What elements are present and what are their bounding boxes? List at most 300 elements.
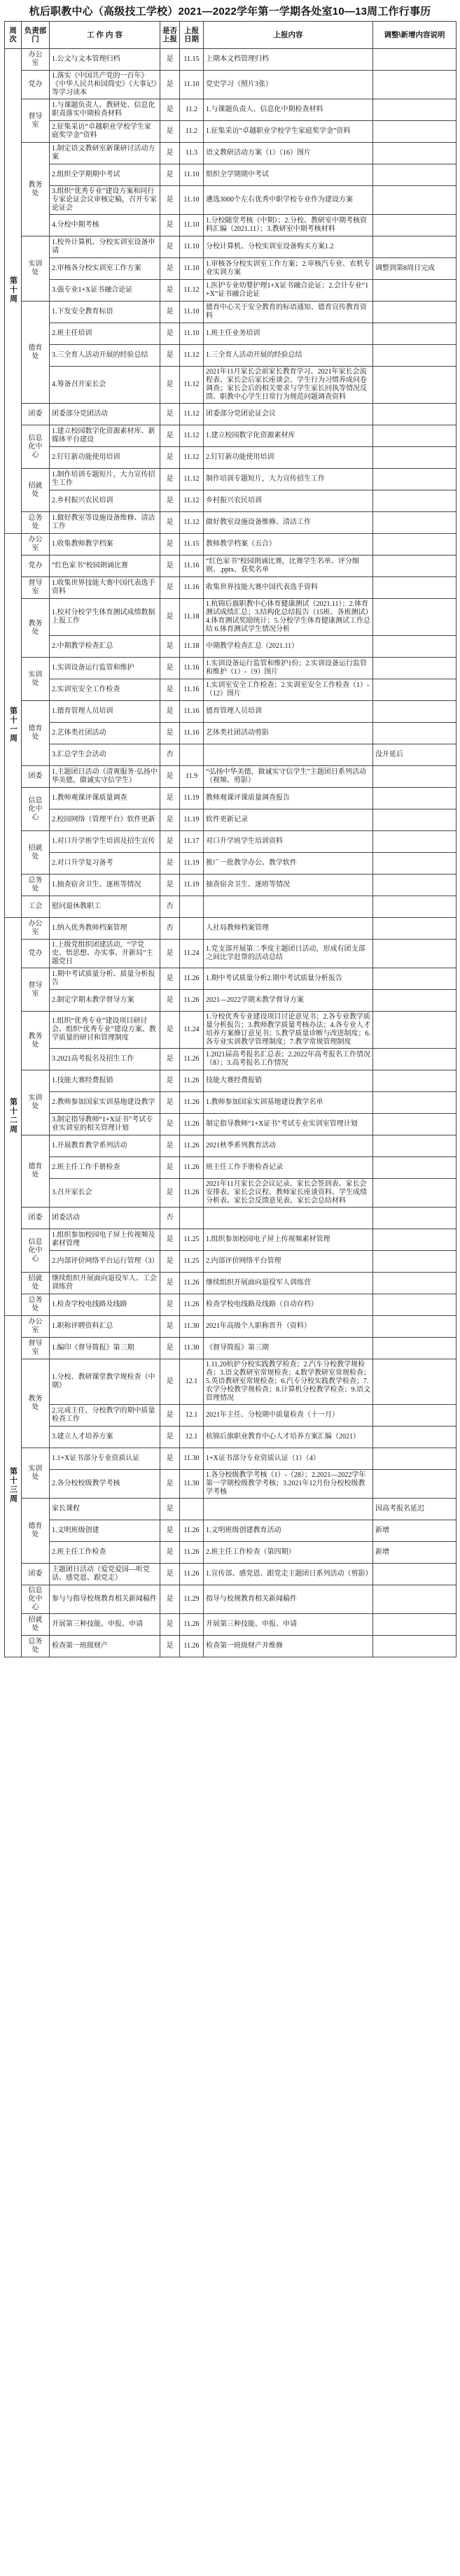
report-date-cell: 11.10 — [180, 323, 204, 345]
department-name: 督导室 — [28, 981, 43, 998]
department-cell — [22, 599, 50, 658]
task-cell: 2.艺体类社团活动 — [50, 723, 160, 744]
note-cell — [373, 577, 456, 599]
report-date-cell: 11.24 — [180, 1012, 204, 1049]
report-content-cell: 1.班主任业务培训 — [204, 323, 373, 345]
report-flag-cell: 是 — [160, 490, 180, 512]
note-cell — [373, 1135, 456, 1157]
department-name: 督导室 — [28, 579, 43, 595]
table-body — [5, 49, 456, 1657]
report-flag-cell: 是 — [160, 1448, 180, 1470]
note-cell — [373, 1427, 456, 1448]
note-cell: 因高考报名延迟 — [373, 1499, 456, 1520]
department-name: 实训处 — [28, 670, 43, 687]
task-cell: 2.审核各分校实训室工作方案 — [50, 258, 160, 280]
note-cell — [373, 918, 456, 940]
report-flag-cell: 是 — [160, 1049, 180, 1070]
report-date-cell: 11.16 — [180, 577, 204, 599]
note-cell — [373, 447, 456, 469]
report-content-cell: 1.分校优秀专业建设项目讨论意见书；2.各专业教学质量分析报告；3.教师教学质量考核办法；4.各专业人才培养方案修订意见书；5.教学质量诊断与改进制度；6.各专业实训教学管理制度；7.教学常规管理制度 — [204, 1012, 373, 1049]
task-cell: 1.收集教师教学档案 — [50, 534, 160, 555]
table-row — [5, 490, 456, 512]
task-cell: 家长课程 — [50, 1499, 160, 1520]
table-row — [5, 258, 456, 280]
department-cell — [22, 99, 50, 143]
report-flag-cell: 是 — [160, 831, 180, 853]
department-cell — [22, 534, 50, 555]
note-cell — [373, 1470, 456, 1499]
report-date-cell: 11.16 — [180, 701, 204, 723]
task-cell: 1.与课题负责人、教研处、信息化职责落实中期检查材料 — [50, 99, 160, 121]
department-name: 德育处 — [28, 1163, 43, 1179]
task-cell: 1.分校、教研课堂教学规检查（中期） — [50, 1359, 160, 1405]
report-content-cell: 1.建立校园数字化资源素材库 — [204, 425, 373, 447]
report-content-cell — [204, 744, 373, 766]
week-label-text: 第十二周 — [8, 1097, 18, 1134]
note-cell — [373, 49, 456, 71]
department-cell — [22, 1294, 50, 1316]
report-content-cell: 1.组织参加校园电子屏上传视频素材管理 — [204, 1229, 373, 1251]
note-cell — [373, 788, 456, 809]
week-label — [5, 1316, 22, 1657]
note-cell — [373, 636, 456, 658]
task-cell: 1.落实《中国共产党的一百年》《中华人民共和国简史》《大事记》等学习读本 — [50, 71, 160, 99]
task-cell: 继续组织开展面向退役军人、工会训练营 — [50, 1273, 160, 1294]
report-content-cell: 2021年11月家长会前家长教育学习、2021年家长会流程表、家长会后家长座谈会、学生行为习惯养成问卷调查；家长会后的相关要求与学生家长回执等情况反馈、职教中心学生日常行为规范问题调查资料 — [204, 367, 373, 404]
department-cell — [22, 896, 50, 918]
note-cell — [373, 367, 456, 404]
report-date-cell: 11.16 — [180, 723, 204, 744]
task-cell: 团委活动 — [50, 1208, 160, 1229]
table-row — [5, 1092, 456, 1114]
report-date-cell: 11.26 — [180, 1294, 204, 1316]
department-cell — [22, 236, 50, 302]
department-name: 信息化中心 — [28, 1238, 43, 1263]
table-header-row — [5, 22, 456, 49]
task-cell: 1.上级党组织团建活动，“学党史、悟思想、办实事、开新局”主题党日 — [50, 940, 160, 968]
task-cell: 2.班主任工作检查 — [50, 1542, 160, 1564]
table-row — [5, 186, 456, 215]
department-cell — [22, 1316, 50, 1338]
report-date-cell: 11.12 — [180, 345, 204, 367]
report-date-cell: 11.2 — [180, 121, 204, 143]
table-row — [5, 302, 456, 323]
task-cell: 2.班主任培训 — [50, 323, 160, 345]
note-cell — [373, 164, 456, 186]
department-name: 信息化中心 — [28, 434, 43, 459]
report-flag-cell: 是 — [160, 1273, 180, 1294]
report-date-cell: 11.26 — [180, 1157, 204, 1179]
department-cell — [22, 1273, 50, 1294]
report-content-cell: 班主任工作手册检查记录 — [204, 1157, 373, 1179]
report-date-cell: 11.30 — [180, 1338, 204, 1359]
report-content-cell: 上期本文档管理归档 — [204, 49, 373, 71]
department-cell — [22, 968, 50, 1012]
department-cell — [22, 1135, 50, 1208]
table-row — [5, 1614, 456, 1636]
report-date-cell: 11.19 — [180, 875, 204, 896]
task-cell: 2.制定学期末教学督导方案 — [50, 990, 160, 1012]
department-name: 总务处 — [28, 514, 43, 530]
report-date-cell: 11.26 — [180, 1070, 204, 1092]
table-row — [5, 1070, 456, 1092]
department-cell — [22, 1070, 50, 1135]
department-cell — [22, 701, 50, 766]
report-date-cell: 11.17 — [180, 831, 204, 853]
department-cell — [22, 555, 50, 577]
task-cell: 1.实训设备运行监管和维护 — [50, 658, 160, 679]
table-row — [5, 968, 456, 990]
note-cell — [373, 1359, 456, 1405]
note-cell: 调整到第8周日完成 — [373, 258, 456, 280]
report-content-cell: “弘扬中华美德，做诚实守信学生”主题团日系列活动（视频、剪影） — [204, 766, 373, 788]
report-flag-cell: 是 — [160, 164, 180, 186]
department-name: 党办 — [28, 80, 43, 88]
note-cell — [373, 1114, 456, 1135]
department-cell — [22, 71, 50, 99]
task-cell: 慰问退休教职工 — [50, 896, 160, 918]
table-row — [5, 121, 456, 143]
task-cell: 2.校园网络（管理平台）软件更新 — [50, 809, 160, 831]
report-flag-cell: 是 — [160, 215, 180, 236]
report-content-cell — [204, 1499, 373, 1520]
table-row — [5, 809, 456, 831]
report-date-cell: 11.16 — [180, 679, 204, 701]
task-cell: 2.对口升学复习备考 — [50, 853, 160, 875]
task-cell: 检查第一班级财产 — [50, 1636, 160, 1657]
note-cell — [373, 534, 456, 555]
report-date-cell: 11.3 — [180, 143, 204, 164]
department-cell — [22, 1448, 50, 1499]
report-date-cell: 11.12 — [180, 469, 204, 490]
task-cell: 1.抽查宿舍卫生、逐班等情况 — [50, 875, 160, 896]
department-name: 信息化中心 — [28, 1587, 43, 1611]
note-cell — [373, 121, 456, 143]
task-cell: 1.组织“优秀专业”建设项目研讨会、组织“优秀专业”建设方案、教学质量的研讨和管理制度 — [50, 1012, 160, 1049]
department-name: 团委 — [28, 772, 43, 780]
table-row — [5, 1338, 456, 1359]
report-content-cell: 1.实训室安全工作检查；2.实训室安全工作检查（1）-（12）图片 — [204, 679, 373, 701]
department-name: 教务处 — [28, 619, 43, 636]
report-date-cell: 11.26 — [180, 1179, 204, 1208]
report-date-cell: 11.26 — [180, 968, 204, 990]
department-name: 招就处 — [28, 844, 43, 861]
report-content-cell: “红色家书”校园朗诵比赛，比赛学生名单、评分细则、.pptx、获奖名单 — [204, 555, 373, 577]
note-cell — [373, 302, 456, 323]
department-name: 总务处 — [28, 1638, 43, 1654]
task-cell: 2.征集采访“卓越职业学校学生家庭奖学金”资料 — [50, 121, 160, 143]
table-row — [5, 215, 456, 236]
note-cell — [373, 990, 456, 1012]
report-date-cell — [180, 1208, 204, 1229]
report-flag-cell: 是 — [160, 1542, 180, 1564]
report-date-cell: 11.10 — [180, 236, 204, 258]
table-row — [5, 280, 456, 302]
report-flag-cell: 是 — [160, 404, 180, 425]
table-row — [5, 744, 456, 766]
note-cell — [373, 1049, 456, 1070]
report-content-cell: 1.宣传部、感党恩、跟党走主题团日系列活动（剪影） — [204, 1564, 373, 1585]
report-content-cell: 党史学习（照片3张） — [204, 71, 373, 99]
note-cell — [373, 1012, 456, 1049]
table-row — [5, 1405, 456, 1427]
note-cell — [373, 71, 456, 99]
report-content-cell: 检查学校电线路及线路（自动存档） — [204, 1294, 373, 1316]
table-row — [5, 323, 456, 345]
table-row — [5, 918, 456, 940]
report-content-cell — [204, 1208, 373, 1229]
report-flag-cell: 是 — [160, 447, 180, 469]
department-name: 党办 — [28, 562, 43, 569]
report-content-cell: 艺体类社团活动剪影 — [204, 723, 373, 744]
note-cell — [373, 968, 456, 990]
task-cell: 2.内部评价网络平台运行管理（3） — [50, 1251, 160, 1273]
task-cell: 1.开展教育教学系列活动 — [50, 1135, 160, 1157]
page-title: 杭后职教中心（高级技工学校）2021—2022学年第一学期各处室10—13周工作行事历 — [29, 6, 431, 17]
report-flag-cell: 是 — [160, 658, 180, 679]
department-name: 督导室 — [28, 112, 43, 129]
table-row — [5, 512, 456, 534]
note-cell — [373, 679, 456, 701]
report-flag-cell: 否 — [160, 1208, 180, 1229]
report-flag-cell: 是 — [160, 1520, 180, 1542]
department-name: 信息化中心 — [28, 796, 43, 821]
department-cell — [22, 1359, 50, 1448]
report-date-cell: 11.10 — [180, 258, 204, 280]
task-cell: 1.纳入优秀教师档案管理 — [50, 918, 160, 940]
task-cell: 4.筹备召开家长会 — [50, 367, 160, 404]
report-content-cell: 1.期中考试质量分析2.期中考试质量分析报告 — [204, 968, 373, 990]
report-flag-cell: 是 — [160, 599, 180, 636]
department-name: 总务处 — [28, 877, 43, 893]
department-name: 德育处 — [28, 725, 43, 741]
note-cell — [373, 99, 456, 121]
task-cell: 2.组织全学期期中考试 — [50, 164, 160, 186]
report-date-cell: 11.18 — [180, 599, 204, 636]
report-content-cell: 1.分校随堂考核（中期）；2.分校、教研室中期考核资料汇编（2021.11）；3.教研室中期考核材料 — [204, 215, 373, 236]
department-name: 实训处 — [28, 260, 43, 276]
department-name: 党办 — [28, 949, 43, 957]
department-name: 教务处 — [28, 1395, 43, 1411]
report-content-cell: 2021年11月家长会会议记录、家长会签到表、家长会安排表、家长会议程、教师家长座谈资料、学生成绩分析表、家长会反馈意见表、家长会总结材料 — [204, 1179, 373, 1208]
task-cell: 1.校外计算机、分校实训室设备申请 — [50, 236, 160, 258]
report-date-cell: 11.29 — [180, 1585, 204, 1614]
table-row — [5, 49, 456, 71]
report-flag-cell: 是 — [160, 1012, 180, 1049]
report-content-cell: 抽查宿舍卫生、逐班等情况 — [204, 875, 373, 896]
table-row — [5, 404, 456, 425]
table-row — [5, 875, 456, 896]
department-cell — [22, 658, 50, 701]
task-cell: 3.制定指导教师“1+X证书”考试专业实训室的相关管理计划 — [50, 1114, 160, 1135]
report-content-cell: 1.教师参加国家实训基地建设教学名单 — [204, 1092, 373, 1114]
report-date-cell: 11.10 — [180, 71, 204, 99]
report-date-cell: 11.19 — [180, 809, 204, 831]
table-row — [5, 1499, 456, 1520]
report-content-cell: 中期教学检查汇总（2021.11） — [204, 636, 373, 658]
department-name: 团委 — [28, 410, 43, 418]
report-date-cell: 11.30 — [180, 1316, 204, 1338]
task-cell: 1.公文与文本管理归档 — [50, 49, 160, 71]
report-content-cell: 乡村振兴农民培训 — [204, 490, 373, 512]
department-name: 招就处 — [28, 1275, 43, 1291]
task-cell: 开展第三种技能、申报、申请 — [50, 1614, 160, 1636]
report-flag-cell: 是 — [160, 1564, 180, 1585]
header-content: 上报内容 — [204, 22, 373, 49]
note-cell — [373, 555, 456, 577]
report-content-cell: 1.杭锦后旗职教中心体育健康测试（2021.11）；2.体育测试成绩汇总；3.结构化总结报告（15班、各班测试）4.体育测试奖励统计；5.分校学生体育健康测试工作总结 6.体育测试学生情况分析 — [204, 599, 373, 636]
task-cell: 1.组织参加校园电子屏上传视频及素材管理 — [50, 1229, 160, 1251]
report-date-cell — [180, 1499, 204, 1520]
task-cell: 2.乡村振兴农民培训 — [50, 490, 160, 512]
report-date-cell: 11.26 — [180, 1273, 204, 1294]
report-content-cell: 分校计算机、分校实训室设备购买方案1.2 — [204, 236, 373, 258]
report-flag-cell: 是 — [160, 636, 180, 658]
department-cell — [22, 1585, 50, 1614]
department-cell — [22, 302, 50, 404]
note-cell — [373, 896, 456, 918]
task-cell: 1.技能大赛经费报销 — [50, 1070, 160, 1092]
report-flag-cell: 是 — [160, 1157, 180, 1179]
report-content-cell: 2021年主任、分校期中质量检查（十一月） — [204, 1405, 373, 1427]
report-flag-cell: 是 — [160, 1338, 180, 1359]
task-cell: 3.建立人才培养方案 — [50, 1427, 160, 1448]
table-row — [5, 831, 456, 853]
report-flag-cell: 是 — [160, 1294, 180, 1316]
table-row — [5, 1564, 456, 1585]
report-flag-cell: 是 — [160, 258, 180, 280]
note-cell — [373, 766, 456, 788]
report-content-cell: 1.三全育人活动开展的经验总结 — [204, 345, 373, 367]
report-date-cell: 11.25 — [180, 1251, 204, 1273]
report-content-cell: 1.11.20杭护分校实践教学检查；2.汽车分校教学规检查；3.语文教研室常规检查；4.数学教研室常规检查；5.英语教研室常规检查；6.汽专分校实践教学检查；7.农学分校教学规检查；8.计算机分校教学检查；9.语文管理情况 — [204, 1359, 373, 1405]
note-cell — [373, 1294, 456, 1316]
report-flag-cell: 是 — [160, 1614, 180, 1636]
table-row — [5, 1520, 456, 1542]
note-cell — [373, 1229, 456, 1251]
report-content-cell: 制作培训专题短片，大力宣传招生工作 — [204, 469, 373, 490]
report-date-cell: 11.30 — [180, 1470, 204, 1499]
table-row — [5, 1229, 456, 1251]
report-flag-cell: 是 — [160, 367, 180, 404]
report-content-cell: 杭锦后旗职业教育中心人才培养方案汇编（2021） — [204, 1427, 373, 1448]
table-row — [5, 1251, 456, 1273]
note-cell: 新增 — [373, 1520, 456, 1542]
department-name: 招就处 — [28, 1616, 43, 1632]
task-cell: 3.组织“优秀专业”建设方案和同行专家论证会议审核定稿，召开专家论证会 — [50, 186, 160, 215]
report-content-cell: 对口升学班学生培训资料 — [204, 831, 373, 853]
report-flag-cell: 是 — [160, 1585, 180, 1614]
report-flag-cell: 否 — [160, 896, 180, 918]
note-cell — [373, 425, 456, 447]
report-content-cell: 软件更新记录 — [204, 809, 373, 831]
task-cell: 2.实训室安全工作检查 — [50, 679, 160, 701]
task-cell: 1.主题团日活动（清爽服务·弘扬中华美德，做诚实守信学生） — [50, 766, 160, 788]
task-cell: 1.期中考试质量分析、质量分析报告 — [50, 968, 160, 990]
task-cell: 2.完成主任、分校教学的期中质量检查工作 — [50, 1405, 160, 1427]
week-label-text: 第十一周 — [8, 706, 18, 743]
report-content-cell: 推广一批教学办公、教学软件 — [204, 853, 373, 875]
table-row — [5, 1448, 456, 1470]
report-flag-cell: 是 — [160, 875, 180, 896]
report-flag-cell: 是 — [160, 555, 180, 577]
report-date-cell: 11.10 — [180, 186, 204, 215]
note-cell — [373, 1585, 456, 1614]
report-date-cell: 11.26 — [180, 1520, 204, 1542]
table-row — [5, 1179, 456, 1208]
report-flag-cell: 是 — [160, 534, 180, 555]
report-flag-cell: 是 — [160, 1070, 180, 1092]
report-date-cell: 11.12 — [180, 280, 204, 302]
department-name: 督导室 — [28, 1340, 43, 1356]
note-cell — [373, 723, 456, 744]
note-cell — [373, 658, 456, 679]
report-flag-cell: 是 — [160, 788, 180, 809]
task-cell: 3.汇总学生会活动 — [50, 744, 160, 766]
table-row — [5, 534, 456, 555]
task-cell: 2.钉钉新功能使用培训 — [50, 447, 160, 469]
report-content-cell: 1.医护专业幼婴护理1+X证书融合论证；2.会计专业“1+X”证书融合论证 — [204, 280, 373, 302]
department-cell — [22, 1564, 50, 1585]
report-date-cell: 11.12 — [180, 512, 204, 534]
table-row — [5, 555, 456, 577]
department-cell — [22, 1636, 50, 1657]
report-date-cell: 11.26 — [180, 1614, 204, 1636]
department-name: 办公室 — [28, 51, 43, 67]
table-row — [5, 447, 456, 469]
report-date-cell: 11.19 — [180, 853, 204, 875]
department-cell — [22, 143, 50, 236]
note-cell — [373, 1448, 456, 1470]
task-cell: 1.检查学校电线路及线路 — [50, 1294, 160, 1316]
report-content-cell: 2.钉钉新功能使用培训 — [204, 447, 373, 469]
department-cell — [22, 766, 50, 788]
department-name: 办公室 — [28, 1318, 43, 1334]
week-label — [5, 49, 22, 534]
report-content-cell: 开展第三种技能、申报、申请 — [204, 1614, 373, 1636]
report-flag-cell: 是 — [160, 853, 180, 875]
table-row — [5, 164, 456, 186]
report-date-cell: 11.12 — [180, 425, 204, 447]
report-date-cell: 11.12 — [180, 447, 204, 469]
report-date-cell — [180, 918, 204, 940]
report-date-cell: 11.26 — [180, 1092, 204, 1114]
report-flag-cell: 是 — [160, 280, 180, 302]
table-row — [5, 1636, 456, 1657]
note-cell — [373, 280, 456, 302]
department-name: 办公室 — [28, 536, 43, 552]
note-cell — [373, 512, 456, 534]
report-date-cell: 11.16 — [180, 555, 204, 577]
report-flag-cell: 是 — [160, 809, 180, 831]
report-flag-cell: 是 — [160, 723, 180, 744]
department-name: 团委 — [28, 1214, 43, 1222]
report-flag-cell: 是 — [160, 940, 180, 968]
task-cell: 1.职称评聘资料汇总 — [50, 1316, 160, 1338]
note-cell — [373, 1614, 456, 1636]
report-content-cell: 人社局教师档案管理 — [204, 918, 373, 940]
report-date-cell: 11.26 — [180, 1542, 204, 1564]
report-content-cell: 1.实训设备运行监管和维护1份；2.实训设备运行监管和维护（1）-（9）图片 — [204, 658, 373, 679]
report-date-cell: 11.16 — [180, 658, 204, 679]
note-cell — [373, 1179, 456, 1208]
note-cell — [373, 1208, 456, 1229]
task-cell: 3.强专业1+X证书融合论证 — [50, 280, 160, 302]
report-date-cell: 11.18 — [180, 636, 204, 658]
department-name: 实训处 — [28, 1094, 43, 1110]
task-cell: 参与与指导校规教育相关新闻稿件 — [50, 1585, 160, 1614]
note-cell — [373, 186, 456, 215]
